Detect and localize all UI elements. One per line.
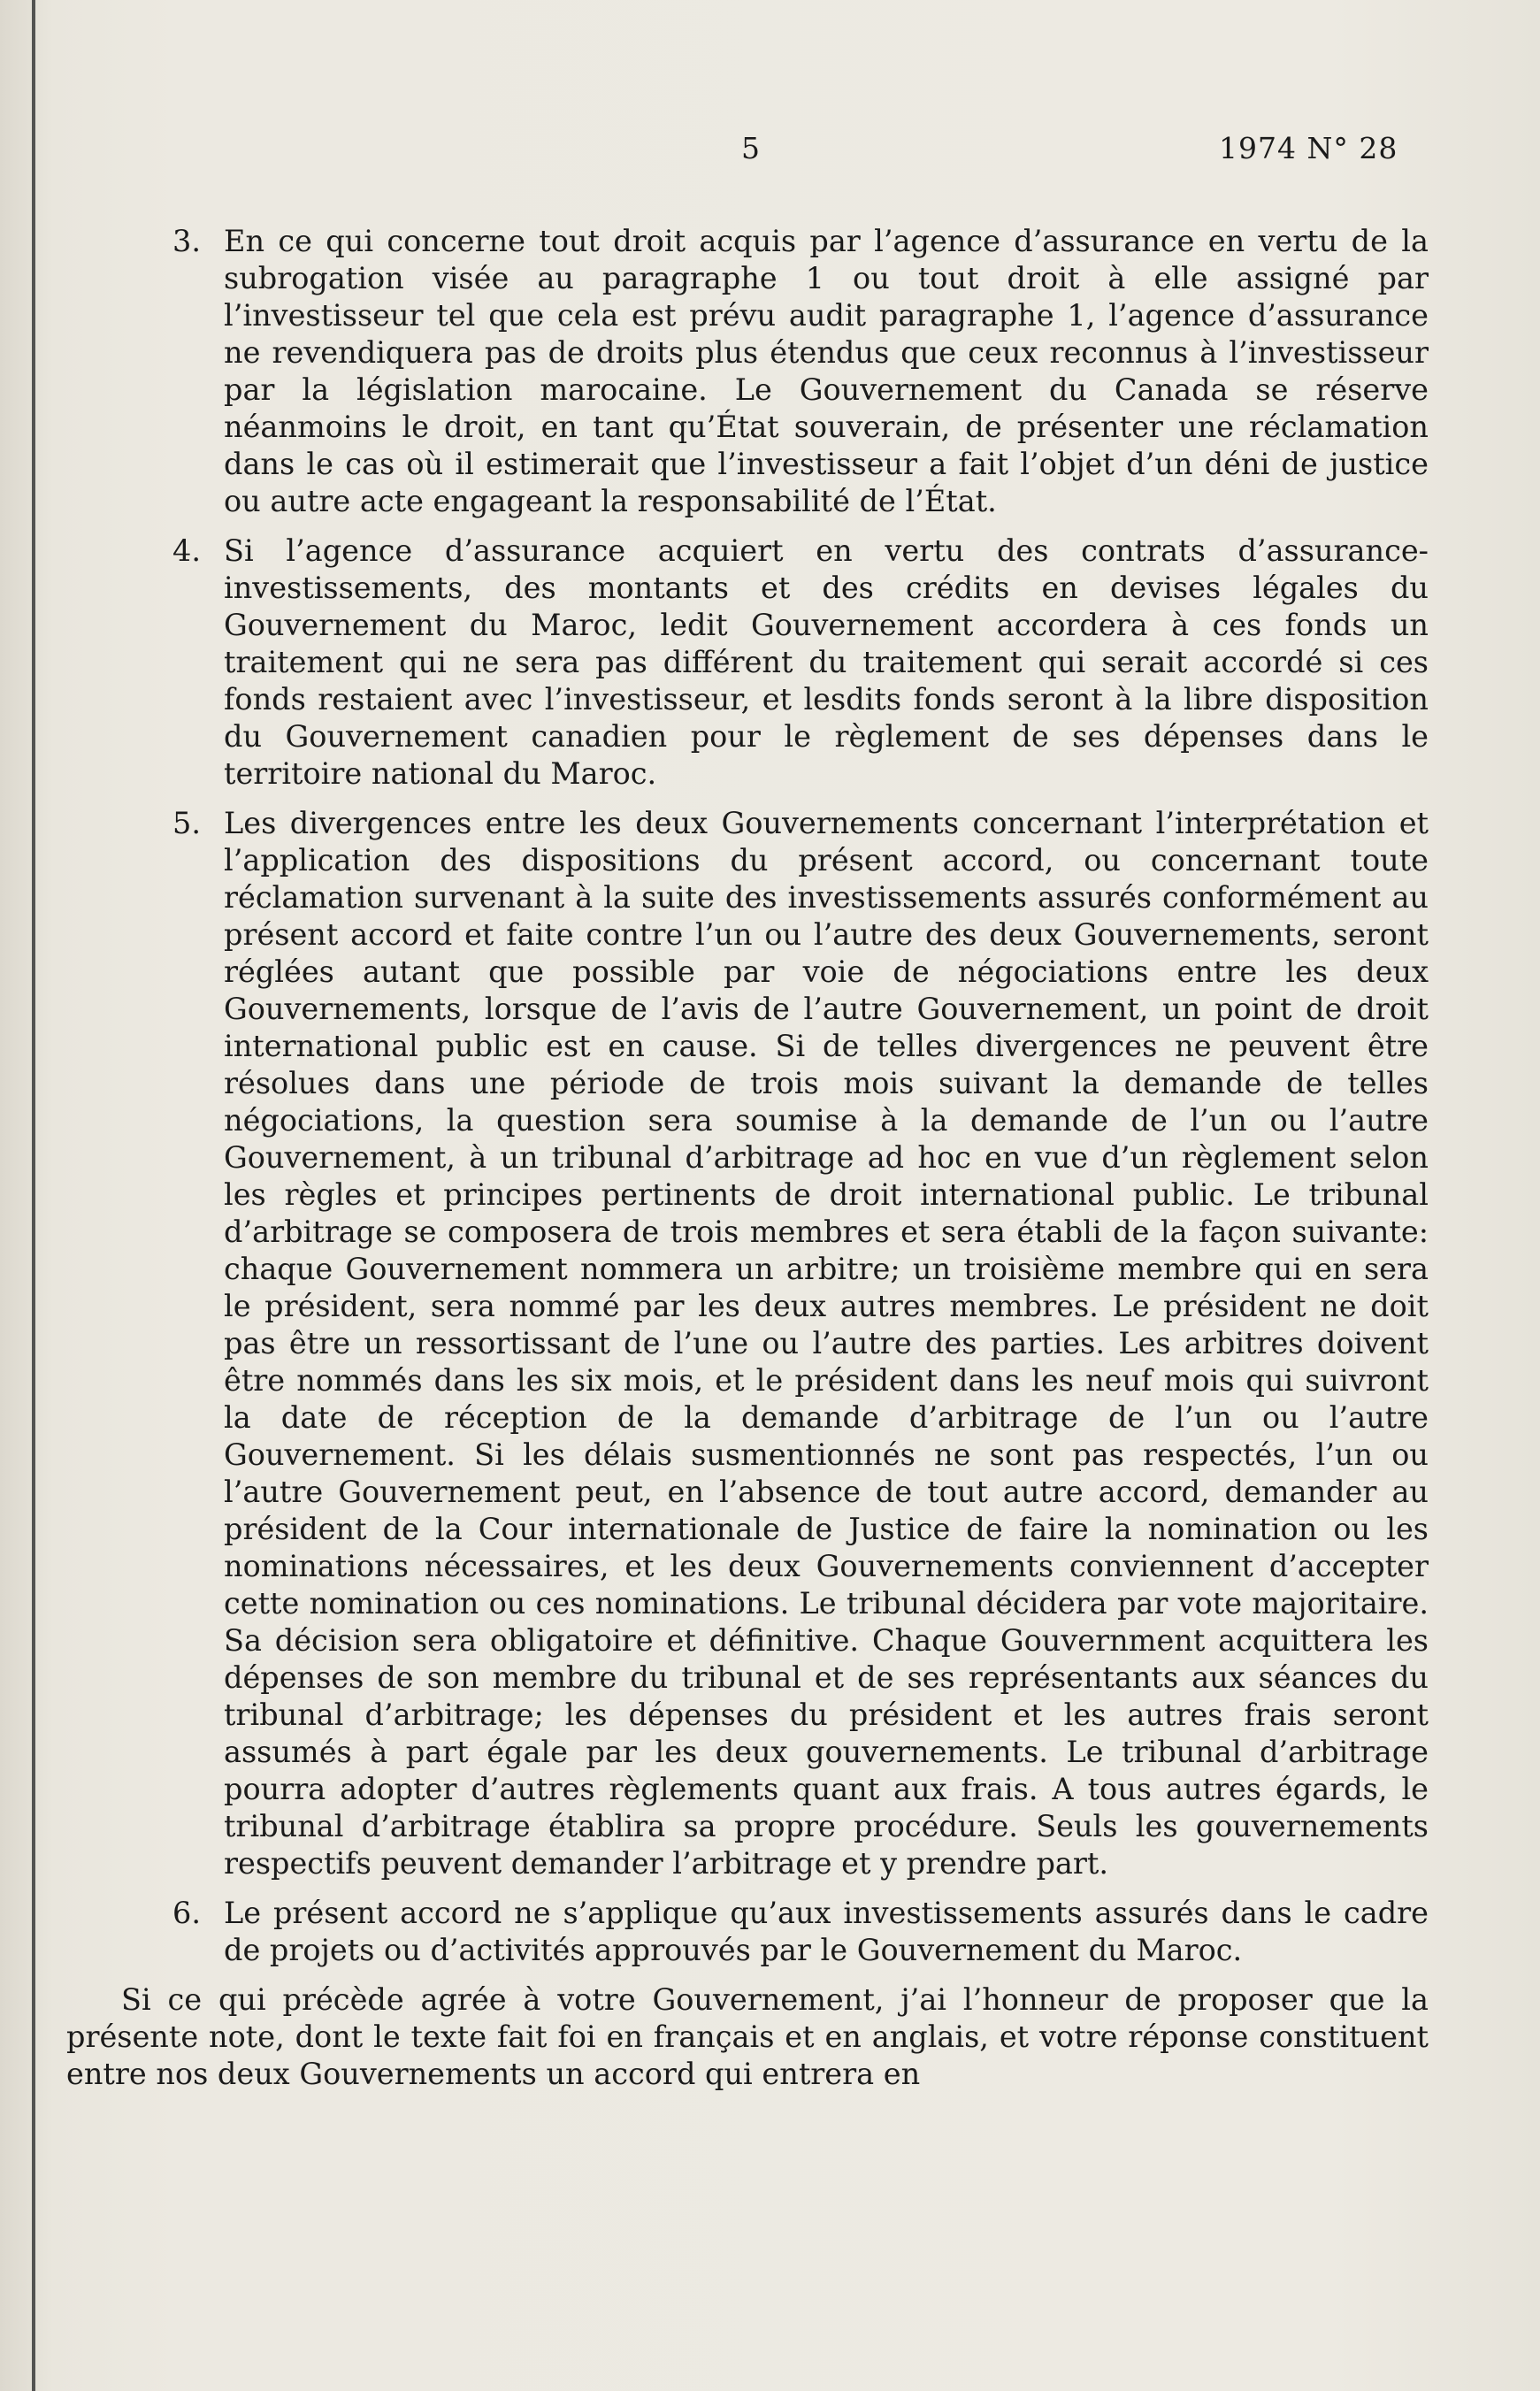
- paragraph-number: 5.: [172, 806, 201, 840]
- document-reference: 1974 N° 28: [1219, 131, 1398, 165]
- binding-edge: [32, 0, 35, 2391]
- paragraph-number: 4.: [172, 533, 201, 568]
- closing-paragraph: Si ce qui précède agrée à votre Gouvernement, j’ai l’honneur de proposer que la présente note, dont le texte fait foi en français et en anglais, et votre réponse constituent entre nos deux Gouvernements un accord qui entrera en: [66, 1982, 1429, 2091]
- document-body: [66, 223, 1429, 2093]
- paragraph-3: [172, 223, 1429, 520]
- paragraph-text: Si l’agence d’assurance acquiert en vertu des contrats d’assurance-investissements, des montants et des crédits en devises légales du Gouvernement du Maroc, ledit Gouvernement accordera à ces fonds un traitement qui ne sera pas différent du traitement qui serait accordé si ces fonds restaient avec l’investisseur, et lesdits fonds seront à la libre disposition du Gouvernement canadien pour le règlement de ses dépenses dans le territoire national du Maroc.: [224, 533, 1429, 791]
- paragraph-5: [172, 805, 1429, 1882]
- paragraph-6: [172, 1895, 1429, 1969]
- paragraph-number: 6.: [172, 1896, 201, 1930]
- paragraph-number: 3.: [172, 224, 201, 258]
- paragraph-text: Les divergences entre les deux Gouvernements concernant l’interprétation et l’application des dispositions du présent accord, ou concernant toute réclamation survenant à la suite des investissements assurés conformément au présent accord et faite contre l’un ou l’autre des deux Gouvernements, seront réglées autant que possible par voie de négociations entre les deux Gouvernements, lorsque de l’avis de l’autre Gouvernement, un point de droit international public est en cause. Si de telles divergences ne peuvent être résolues dans une période de trois mois suivant la demande de telles négociations, la question sera soumise à la demande de l’un ou l’autre Gouvernement, à un tribunal d’arbitrage ad hoc en vue d’un règlement selon les règles et principes pertinents de droit international public. Le tribunal d’arbitrage se composera de trois membres et sera établi de la façon suivante: chaque Gouvernement nommera un arbitre; un troisième membre qui en sera le président, sera nommé par les deux autres membres. Le président ne doit pas être un ressortissant de l’une ou l’autre des parties. Les arbitres doivent être nommés dans les six mois, et le président dans les neuf mois qui suivront la date de réception de la demande d’arbitrage de l’un ou l’autre Gouvernement. Si les délais susmentionnés ne sont pas respectés, l’un ou l’autre Gouvernement peut, en l’absence de tout autre accord, demander au président de la Cour internationale de Justice de faire la nomination ou les nominations nécessaires, et les deux Gouvernements conviennent d’accepter cette nomination ou ces nominations. Le tribunal décidera par vote majoritaire. Sa décision sera obligatoire et définitive. Chaque Gouvernment acquittera les dépenses de son membre du tribunal et de ses représentants aux séances du tribunal d’arbitrage; les dépenses du président et les autres frais seront assumés à part égale par les deux gouvernements. Le tribunal d’arbitrage pourra adopter d’autres règlements quant aux frais. A tous autres égards, le tribunal d’arbitrage établira sa propre procédure. Seuls les gouvernements respectifs peuvent demander l’arbitrage et y prendre part.: [224, 806, 1429, 1881]
- page-number: 5: [741, 131, 761, 165]
- paragraph-4: [172, 533, 1429, 793]
- paragraph-text: Le présent accord ne s’applique qu’aux investissements assurés dans le cadre de projets ou d’activités approuvés par le Gouvernement du Maroc.: [224, 1896, 1429, 1967]
- paragraph-text: En ce qui concerne tout droit acquis par l’agence d’assurance en vertu de la subrogation visée au paragraphe 1 ou tout droit à elle assigné par l’investisseur tel que cela est prévu audit paragraphe 1, l’agence d’assurance ne revendiquera pas de droits plus étendus que ceux reconnus à l’investisseur par la législation marocaine. Le Gouvernement du Canada se réserve néanmoins le droit, en tant qu’État souverain, de présenter une réclamation dans le cas où il estimerait que l’investisseur a fait l’objet d’un déni de justice ou autre acte engageant la responsabilité de l’État.: [224, 224, 1429, 518]
